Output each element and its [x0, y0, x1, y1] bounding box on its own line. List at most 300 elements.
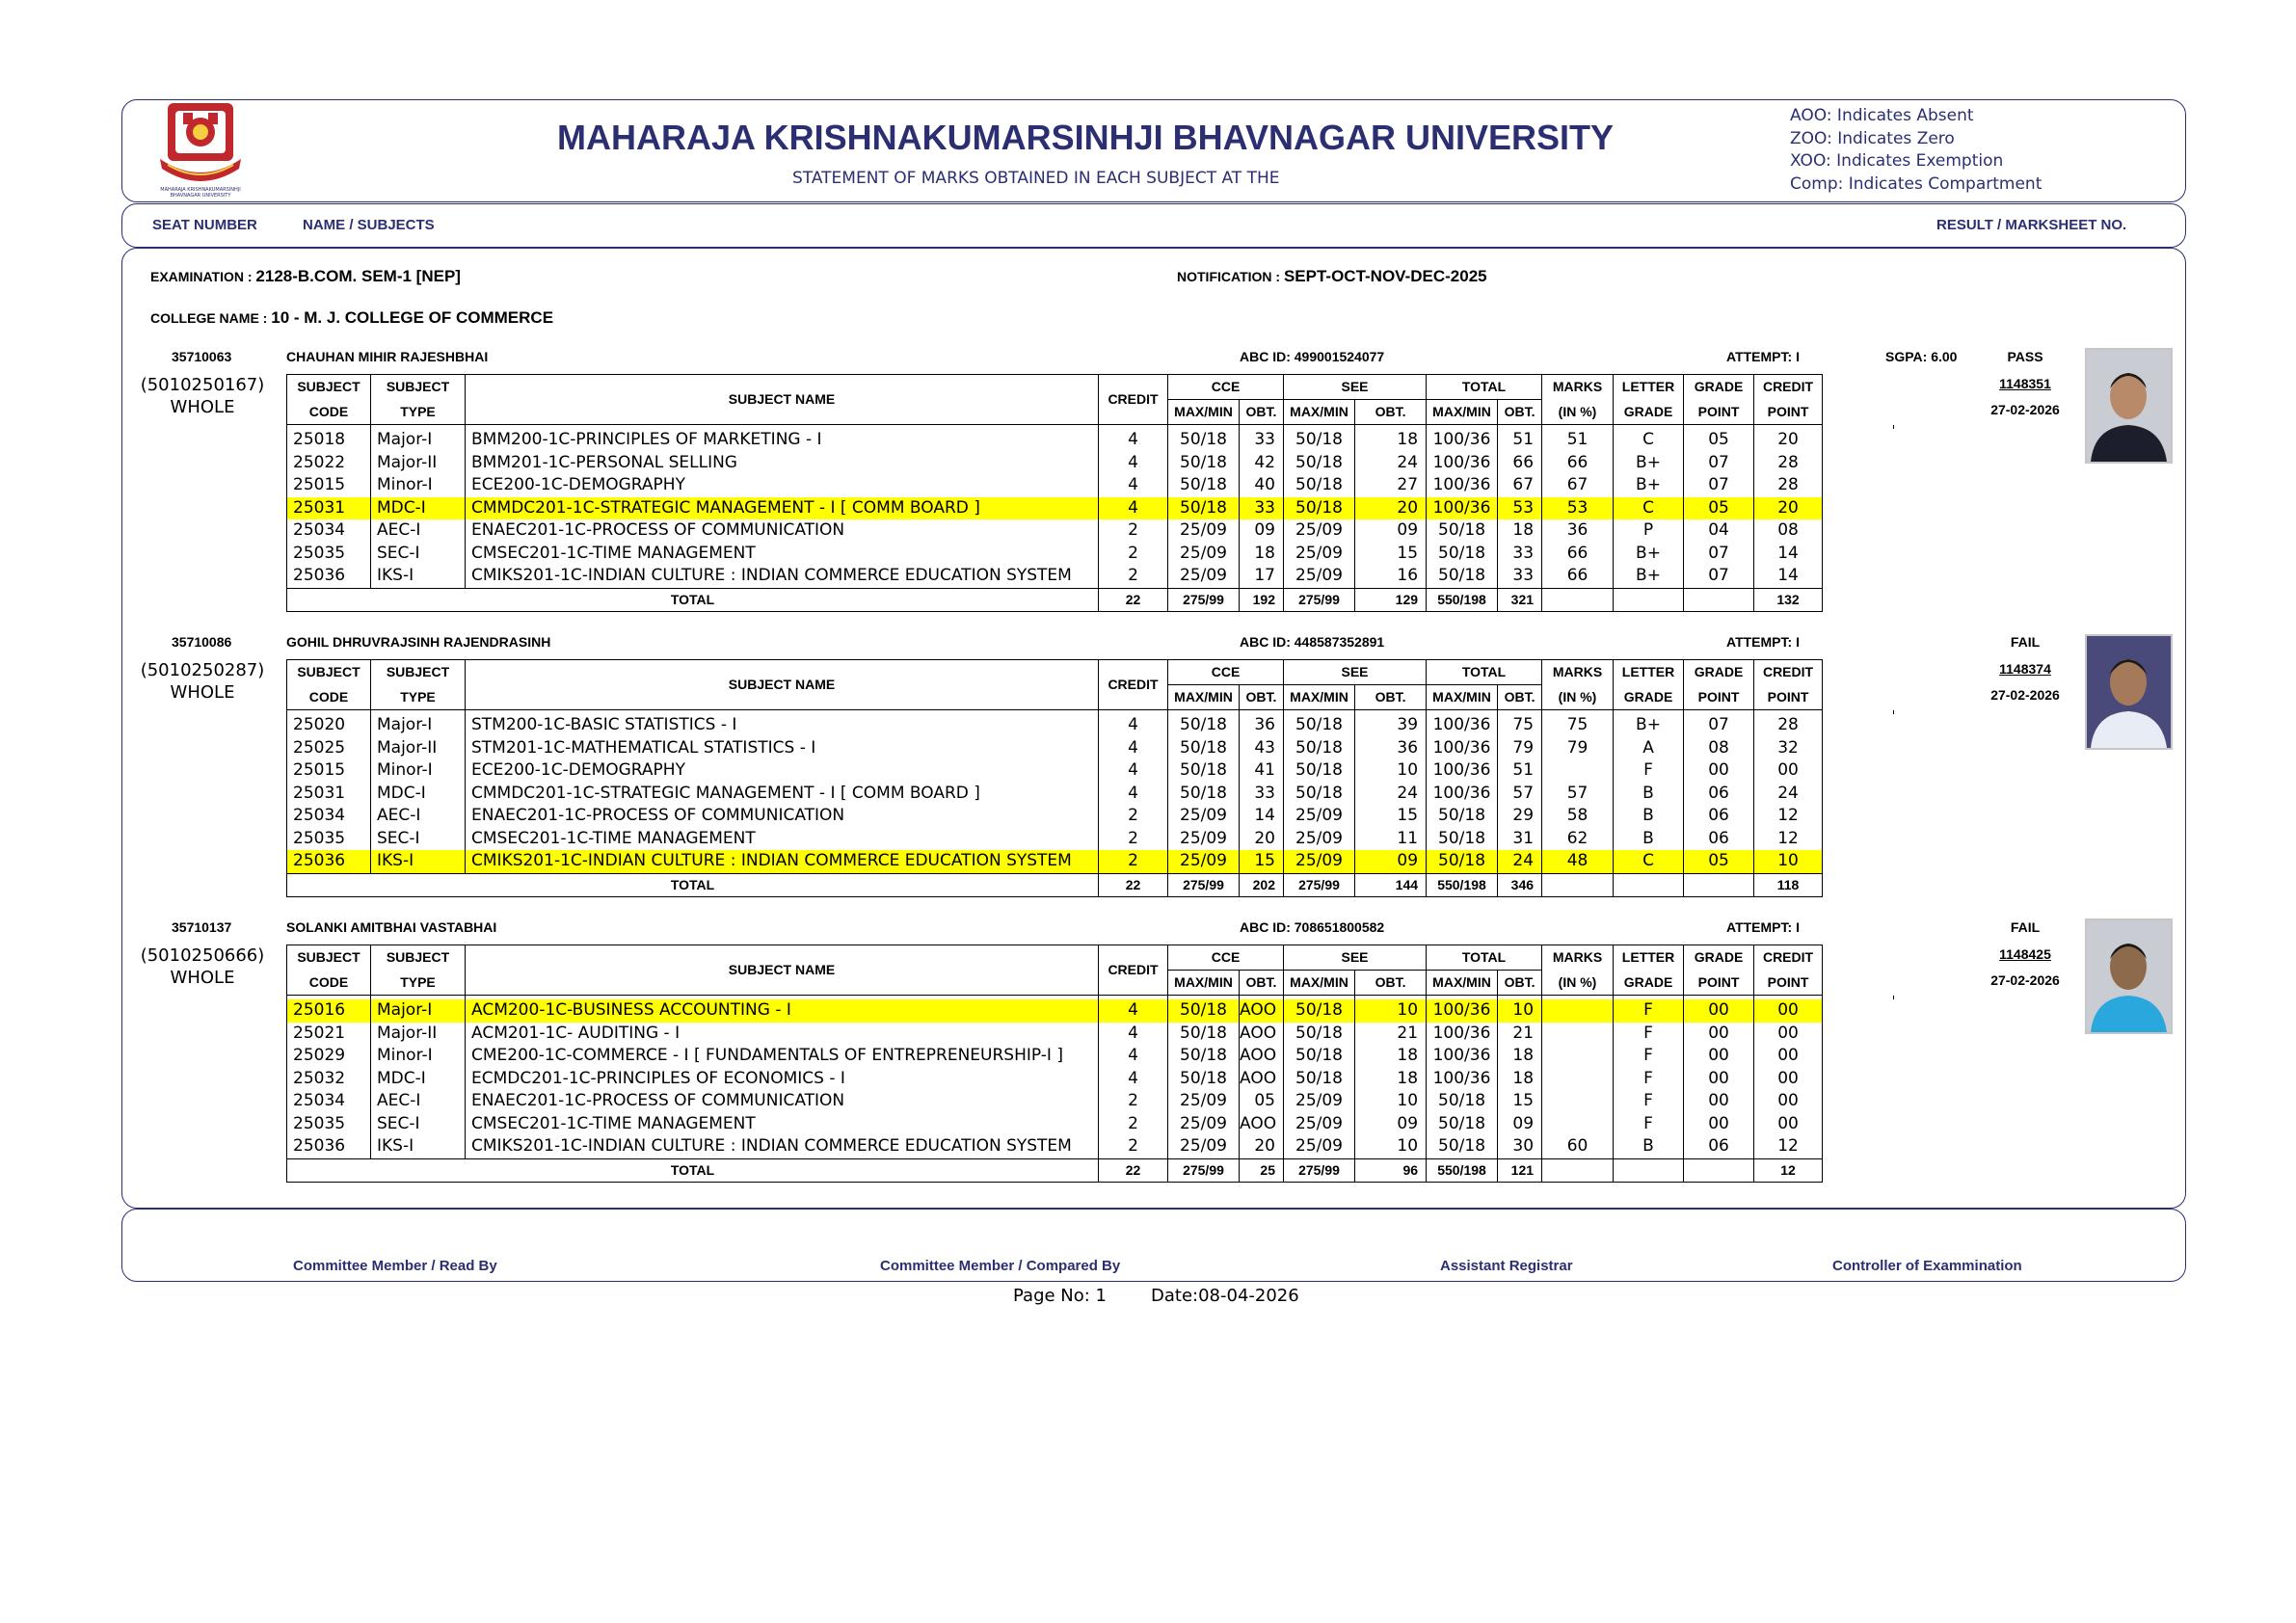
- total-maxmin: 50/18: [1427, 519, 1498, 543]
- grade-point: 08: [1684, 737, 1754, 760]
- marks-percent: [1542, 999, 1614, 1023]
- letter-grade: B: [1614, 828, 1684, 851]
- total-obtained: 79: [1498, 737, 1542, 760]
- grade-point: 07: [1684, 543, 1754, 566]
- cce-maxmin: 25/09: [1168, 1113, 1240, 1136]
- subject-name: ENAEC201-1C-PROCESS OF COMMUNICATION: [466, 1090, 1099, 1113]
- subject-name: ENAEC201-1C-PROCESS OF COMMUNICATION: [466, 805, 1099, 828]
- total-letter-empty: [1614, 873, 1684, 897]
- header-cce-maxmin: MAX/MIN: [1168, 971, 1240, 996]
- credit-point: 28: [1754, 714, 1823, 737]
- sgpa: SGPA: 6.00: [1885, 349, 1958, 364]
- cce-obtained: 20: [1240, 828, 1284, 851]
- subject-row: [287, 1045, 1894, 1068]
- cce-obtained: 42: [1240, 452, 1284, 475]
- attempt: ATTEMPT: I: [1726, 634, 1800, 650]
- total-maxmin: 50/18: [1427, 828, 1498, 851]
- total-maxmin: 50/18: [1427, 850, 1498, 873]
- marksheet-number[interactable]: 1148425: [1999, 946, 2051, 962]
- total-credit: 22: [1099, 1158, 1168, 1183]
- see-obtained: 21: [1355, 1023, 1427, 1046]
- subject-credit: 4: [1099, 474, 1168, 497]
- cce-obtained: 33: [1240, 783, 1284, 806]
- subject-credit: 4: [1099, 737, 1168, 760]
- subject-code: 25032: [287, 1068, 371, 1091]
- marks-table: [286, 374, 1894, 612]
- cce-maxmin: 25/09: [1168, 543, 1240, 566]
- header-subject-type: SUBJECT: [371, 945, 466, 971]
- subject-code: 25035: [287, 1113, 371, 1136]
- logo-caption-2: BHAVNAGAR UNIVERSITY: [170, 193, 231, 199]
- subject-type: Minor-I: [371, 759, 466, 783]
- total-letter-empty: [1614, 1158, 1684, 1183]
- grade-point: 06: [1684, 828, 1754, 851]
- header-total-maxmin: MAX/MIN: [1427, 400, 1498, 425]
- header-grade: GRADE: [1684, 375, 1754, 400]
- header-credit-point-2: POINT: [1754, 685, 1823, 710]
- page-number: Page No: 1: [1013, 1286, 1108, 1306]
- see-obtained: 10: [1355, 759, 1427, 783]
- total-maxmin: 100/36: [1427, 474, 1498, 497]
- cce-maxmin: 25/09: [1168, 1135, 1240, 1158]
- subject-row: [287, 828, 1894, 851]
- total-maxmin: 100/36: [1427, 1023, 1498, 1046]
- marks-percent: [1542, 759, 1614, 783]
- credit-point: 00: [1754, 1023, 1823, 1046]
- abc-id: ABC ID: 708651800582: [1240, 919, 1385, 935]
- grade-point: 00: [1684, 1023, 1754, 1046]
- subject-name: BMM201-1C-PERSONAL SELLING: [466, 452, 1099, 475]
- letter-grade: P: [1614, 519, 1684, 543]
- header-grade: GRADE: [1684, 945, 1754, 971]
- subject-code: 25029: [287, 1045, 371, 1068]
- seat-number: 35710063: [172, 349, 232, 364]
- logo-caption-1: MAHARAJA KRISHNAKUMARSINHJI: [160, 187, 241, 193]
- total-maxmin: 50/18: [1427, 805, 1498, 828]
- cce-obtained: 41: [1240, 759, 1284, 783]
- subject-credit: 2: [1099, 1090, 1168, 1113]
- see-obtained: 11: [1355, 828, 1427, 851]
- result-marksheet-label: RESULT / MARKSHEET NO.: [1936, 217, 2127, 233]
- see-obtained: 09: [1355, 519, 1427, 543]
- grade-point: 04: [1684, 519, 1754, 543]
- header-credit-point-2: POINT: [1754, 400, 1823, 425]
- subject-row: [287, 565, 1894, 588]
- total-obtained: 33: [1498, 543, 1542, 566]
- cce-obtained: AOO: [1240, 999, 1284, 1023]
- letter-grade: F: [1614, 1090, 1684, 1113]
- total-credit-point: 12: [1754, 1158, 1823, 1183]
- grade-point: 06: [1684, 783, 1754, 806]
- grade-point: 05: [1684, 497, 1754, 520]
- see-maxmin: 50/18: [1284, 474, 1355, 497]
- subject-type: Major-I: [371, 429, 466, 452]
- credit-point: 00: [1754, 1045, 1823, 1068]
- credit-point: 24: [1754, 783, 1823, 806]
- cce-maxmin: 50/18: [1168, 1045, 1240, 1068]
- subject-name: CMIKS201-1C-INDIAN CULTURE : INDIAN COMMERCE EDUCATION SYSTEM: [466, 1135, 1099, 1158]
- total-obtained: 18: [1498, 1045, 1542, 1068]
- total-row: [287, 873, 1894, 897]
- total-marks-empty: [1542, 588, 1614, 612]
- subject-credit: 4: [1099, 1045, 1168, 1068]
- credit-point: 00: [1754, 1113, 1823, 1136]
- cce-obtained: 14: [1240, 805, 1284, 828]
- grade-point: 06: [1684, 805, 1754, 828]
- credit-point: 28: [1754, 452, 1823, 475]
- header-letter: LETTER: [1614, 660, 1684, 685]
- letter-grade: B+: [1614, 452, 1684, 475]
- examination-label: EXAMINATION :: [150, 269, 253, 284]
- header-total: TOTAL: [1427, 375, 1542, 400]
- college-value: 10 - M. J. COLLEGE OF COMMERCE: [271, 308, 554, 327]
- header-subject-type: SUBJECT: [371, 660, 466, 685]
- cce-maxmin: 50/18: [1168, 429, 1240, 452]
- subject-code: 25036: [287, 850, 371, 873]
- total-obtained: 30: [1498, 1135, 1542, 1158]
- seat-number-label: SEAT NUMBER: [152, 217, 257, 233]
- total-cce-maxmin: 275/99: [1168, 1158, 1240, 1183]
- total-obtained: 57: [1498, 783, 1542, 806]
- header-marks: MARKS: [1542, 375, 1614, 400]
- see-obtained: 18: [1355, 429, 1427, 452]
- cce-obtained: 09: [1240, 519, 1284, 543]
- subject-code: 25021: [287, 1023, 371, 1046]
- see-maxmin: 25/09: [1284, 805, 1355, 828]
- print-date: Date:08-04-2026: [1151, 1286, 1299, 1306]
- see-obtained: 16: [1355, 565, 1427, 588]
- student-group: WHOLE: [170, 682, 235, 703]
- subject-row: [287, 1023, 1894, 1046]
- total-obtained: 51: [1498, 759, 1542, 783]
- subject-credit: 4: [1099, 1023, 1168, 1046]
- subject-type: Minor-I: [371, 474, 466, 497]
- subject-credit: 2: [1099, 1113, 1168, 1136]
- enrollment-number: (5010250666): [140, 945, 265, 966]
- subject-row: [287, 519, 1894, 543]
- see-maxmin: 25/09: [1284, 1135, 1355, 1158]
- marksheet-number[interactable]: 1148351: [1999, 376, 2051, 391]
- marks-percent: [1542, 1045, 1614, 1068]
- total-maxmin: 100/36: [1427, 714, 1498, 737]
- see-maxmin: 25/09: [1284, 519, 1355, 543]
- header-letter: LETTER: [1614, 945, 1684, 971]
- marksheet-number[interactable]: 1148374: [1999, 661, 2051, 677]
- see-maxmin: 25/09: [1284, 850, 1355, 873]
- total-obtained: 75: [1498, 714, 1542, 737]
- marks-percent: [1542, 1113, 1614, 1136]
- header-total: TOTAL: [1427, 660, 1542, 685]
- seat-number: 35710086: [172, 634, 232, 650]
- subject-type: Major-II: [371, 1023, 466, 1046]
- subject-code: 25034: [287, 805, 371, 828]
- subject-code: 25018: [287, 429, 371, 452]
- credit-point: 32: [1754, 737, 1823, 760]
- letter-grade: F: [1614, 759, 1684, 783]
- grade-point: 05: [1684, 850, 1754, 873]
- subject-name: ACM201-1C- AUDITING - I: [466, 1023, 1099, 1046]
- subject-type: IKS-I: [371, 850, 466, 873]
- enrollment-number: (5010250167): [140, 375, 265, 395]
- letter-grade: C: [1614, 497, 1684, 520]
- see-obtained: 39: [1355, 714, 1427, 737]
- subject-name: STM201-1C-MATHEMATICAL STATISTICS - I: [466, 737, 1099, 760]
- grade-point: 07: [1684, 714, 1754, 737]
- student-group: WHOLE: [170, 397, 235, 417]
- table-header-row: [287, 660, 1894, 685]
- header-total-maxmin: MAX/MIN: [1427, 685, 1498, 710]
- total-maxmin: 100/36: [1427, 759, 1498, 783]
- subject-type: MDC-I: [371, 497, 466, 520]
- credit-point: 20: [1754, 429, 1823, 452]
- subject-credit: 2: [1099, 805, 1168, 828]
- subject-row: [287, 999, 1894, 1023]
- cce-maxmin: 50/18: [1168, 474, 1240, 497]
- credit-point: 10: [1754, 850, 1823, 873]
- header-marks-pct: (IN %): [1542, 400, 1614, 425]
- header-see: SEE: [1284, 945, 1427, 971]
- subject-row: [287, 714, 1894, 737]
- see-maxmin: 25/09: [1284, 1090, 1355, 1113]
- letter-grade: F: [1614, 1113, 1684, 1136]
- header-subject-code: SUBJECT: [287, 375, 371, 400]
- subject-credit: 2: [1099, 565, 1168, 588]
- legend: [1790, 105, 2042, 196]
- subject-type: MDC-I: [371, 783, 466, 806]
- university-logo: [154, 101, 247, 200]
- total-marks-empty: [1542, 1158, 1614, 1183]
- marks-percent: [1542, 1068, 1614, 1091]
- subject-code: 25036: [287, 565, 371, 588]
- total-see-maxmin: 275/99: [1284, 588, 1355, 612]
- abc-id: ABC ID: 448587352891: [1240, 634, 1385, 650]
- subject-credit: 2: [1099, 543, 1168, 566]
- subject-code: 25035: [287, 828, 371, 851]
- marks-percent: 51: [1542, 429, 1614, 452]
- cce-maxmin: 50/18: [1168, 759, 1240, 783]
- cce-maxmin: 50/18: [1168, 714, 1240, 737]
- grade-point: 07: [1684, 474, 1754, 497]
- credit-point: 12: [1754, 805, 1823, 828]
- subject-name: BMM200-1C-PRINCIPLES OF MARKETING - I: [466, 429, 1099, 452]
- subject-code: 25022: [287, 452, 371, 475]
- subject-type: Major-II: [371, 737, 466, 760]
- attempt: ATTEMPT: I: [1726, 919, 1800, 935]
- total-total-obtained: 346: [1498, 873, 1542, 897]
- credit-point: 08: [1754, 519, 1823, 543]
- marks-percent: 75: [1542, 714, 1614, 737]
- cce-obtained: AOO: [1240, 1023, 1284, 1046]
- total-maxmin: 100/36: [1427, 452, 1498, 475]
- subject-type: AEC-I: [371, 519, 466, 543]
- total-maxmin: 50/18: [1427, 1135, 1498, 1158]
- total-see-maxmin: 275/99: [1284, 1158, 1355, 1183]
- marks-percent: 62: [1542, 828, 1614, 851]
- subject-row: [287, 759, 1894, 783]
- see-maxmin: 25/09: [1284, 1113, 1355, 1136]
- total-credit-point: 118: [1754, 873, 1823, 897]
- subject-name: ECE200-1C-DEMOGRAPHY: [466, 474, 1099, 497]
- see-obtained: 18: [1355, 1068, 1427, 1091]
- cce-maxmin: 50/18: [1168, 452, 1240, 475]
- total-see-maxmin: 275/99: [1284, 873, 1355, 897]
- subject-type: SEC-I: [371, 543, 466, 566]
- header-subject-type: SUBJECT: [371, 375, 466, 400]
- subject-name: CMIKS201-1C-INDIAN CULTURE : INDIAN COMMERCE EDUCATION SYSTEM: [466, 565, 1099, 588]
- header-marks-pct: (IN %): [1542, 971, 1614, 996]
- subject-credit: 4: [1099, 497, 1168, 520]
- result-status: FAIL: [2010, 919, 2041, 935]
- letter-grade: C: [1614, 850, 1684, 873]
- table-header-row: [287, 375, 1894, 400]
- see-obtained: 15: [1355, 543, 1427, 566]
- header-see-maxmin: MAX/MIN: [1284, 400, 1355, 425]
- abc-id: ABC ID: 499001524077: [1240, 349, 1385, 364]
- cce-obtained: 36: [1240, 714, 1284, 737]
- subject-code: 25025: [287, 737, 371, 760]
- credit-point: 12: [1754, 828, 1823, 851]
- header-type: TYPE: [371, 971, 466, 996]
- header-grade-point: POINT: [1684, 685, 1754, 710]
- header-credit: CREDIT: [1099, 945, 1168, 996]
- subject-type: IKS-I: [371, 1135, 466, 1158]
- cce-maxmin: 50/18: [1168, 497, 1240, 520]
- subject-row: [287, 1135, 1894, 1158]
- credit-point: 20: [1754, 497, 1823, 520]
- cce-maxmin: 25/09: [1168, 565, 1240, 588]
- student-group: WHOLE: [170, 968, 235, 988]
- total-total-obtained: 121: [1498, 1158, 1542, 1183]
- marks-percent: 79: [1542, 737, 1614, 760]
- subject-row: [287, 737, 1894, 760]
- marks-percent: 48: [1542, 850, 1614, 873]
- subject-row: [287, 452, 1894, 475]
- marks-table: [286, 945, 1894, 1183]
- total-maxmin: 100/36: [1427, 1045, 1498, 1068]
- total-row: [287, 588, 1894, 612]
- header-see: SEE: [1284, 660, 1427, 685]
- see-obtained: 27: [1355, 474, 1427, 497]
- subject-credit: 4: [1099, 999, 1168, 1023]
- total-obtained: 18: [1498, 1068, 1542, 1091]
- letter-grade: C: [1614, 429, 1684, 452]
- subject-row: [287, 783, 1894, 806]
- result-date: 27-02-2026: [1990, 402, 2060, 417]
- header-letter-grade: GRADE: [1614, 400, 1684, 425]
- subject-name: ENAEC201-1C-PROCESS OF COMMUNICATION: [466, 519, 1099, 543]
- subject-code: 25036: [287, 1135, 371, 1158]
- header-letter-grade: GRADE: [1614, 971, 1684, 996]
- marks-percent: 36: [1542, 519, 1614, 543]
- subject-code: 25034: [287, 519, 371, 543]
- cce-maxmin: 25/09: [1168, 805, 1240, 828]
- see-obtained: 10: [1355, 1135, 1427, 1158]
- total-total-maxmin: 550/198: [1427, 1158, 1498, 1183]
- subject-name: CMSEC201-1C-TIME MANAGEMENT: [466, 1113, 1099, 1136]
- header-subject-name: SUBJECT NAME: [466, 945, 1099, 996]
- header-cce: CCE: [1168, 945, 1284, 971]
- legend-zero: ZOO: Indicates Zero: [1790, 128, 1955, 148]
- cce-obtained: AOO: [1240, 1068, 1284, 1091]
- notification-line: [1177, 267, 1487, 286]
- header-cce-maxmin: MAX/MIN: [1168, 400, 1240, 425]
- university-name: MAHARAJA KRISHNAKUMARSINHJI BHAVNAGAR UNIVERSITY: [557, 118, 1615, 157]
- letter-grade: F: [1614, 1068, 1684, 1091]
- letter-grade: F: [1614, 1045, 1684, 1068]
- subject-row: [287, 1090, 1894, 1113]
- result-date: 27-02-2026: [1990, 687, 2060, 703]
- subject-code: 25035: [287, 543, 371, 566]
- grade-point: 06: [1684, 1135, 1754, 1158]
- cce-obtained: 20: [1240, 1135, 1284, 1158]
- header-subject-name: SUBJECT NAME: [466, 375, 1099, 425]
- header-see-maxmin: MAX/MIN: [1284, 971, 1355, 996]
- student-photo: [2085, 634, 2173, 750]
- compared-by-signature: Committee Member / Compared By: [880, 1258, 1121, 1274]
- subject-code: 25031: [287, 497, 371, 520]
- letter-grade: A: [1614, 737, 1684, 760]
- total-obtained: 10: [1498, 999, 1542, 1023]
- subject-credit: 2: [1099, 828, 1168, 851]
- college-line: [150, 308, 553, 328]
- total-total-maxmin: 550/198: [1427, 588, 1498, 612]
- cce-maxmin: 25/09: [1168, 828, 1240, 851]
- total-obtained: 15: [1498, 1090, 1542, 1113]
- see-obtained: 24: [1355, 452, 1427, 475]
- see-obtained: 10: [1355, 1090, 1427, 1113]
- examination-value: 2128-B.COM. SEM-1 [NEP]: [255, 267, 461, 285]
- subject-name: CMMDC201-1C-STRATEGIC MANAGEMENT - I [ COMM BOARD ]: [466, 783, 1099, 806]
- total-label: TOTAL: [287, 588, 1099, 612]
- subject-type: SEC-I: [371, 1113, 466, 1136]
- see-maxmin: 50/18: [1284, 759, 1355, 783]
- total-credit: 22: [1099, 873, 1168, 897]
- total-obtained: 09: [1498, 1113, 1542, 1136]
- header-credit-point: CREDIT: [1754, 660, 1823, 685]
- legend-compartment: Comp: Indicates Compartment: [1790, 173, 2042, 194]
- college-label: COLLEGE NAME :: [150, 310, 268, 326]
- cce-maxmin: 50/18: [1168, 999, 1240, 1023]
- header-see-obt: OBT.: [1355, 400, 1427, 425]
- total-see-obtained: 96: [1355, 1158, 1427, 1183]
- read-by-signature: Committee Member / Read By: [293, 1258, 497, 1274]
- header-marks-pct: (IN %): [1542, 685, 1614, 710]
- grade-point: 00: [1684, 999, 1754, 1023]
- subject-type: IKS-I: [371, 565, 466, 588]
- table-header-row: [287, 945, 1894, 971]
- header-marks: MARKS: [1542, 945, 1614, 971]
- subject-row: [287, 543, 1894, 566]
- header-see-obt: OBT.: [1355, 685, 1427, 710]
- see-maxmin: 25/09: [1284, 565, 1355, 588]
- total-maxmin: 50/18: [1427, 543, 1498, 566]
- subject-credit: 4: [1099, 783, 1168, 806]
- total-maxmin: 50/18: [1427, 1090, 1498, 1113]
- header-see-maxmin: MAX/MIN: [1284, 685, 1355, 710]
- total-maxmin: 50/18: [1427, 1113, 1498, 1136]
- see-maxmin: 50/18: [1284, 497, 1355, 520]
- student-photo: [2085, 918, 2173, 1034]
- total-cce-maxmin: 275/99: [1168, 588, 1240, 612]
- statement-title: STATEMENT OF MARKS OBTAINED IN EACH SUBJECT AT THE: [792, 169, 1280, 188]
- subject-name: CME200-1C-COMMERCE - I [ FUNDAMENTALS OF ENTREPRENEURSHIP-I ]: [466, 1045, 1099, 1068]
- total-obtained: 53: [1498, 497, 1542, 520]
- subject-credit: 2: [1099, 1135, 1168, 1158]
- total-maxmin: 100/36: [1427, 999, 1498, 1023]
- credit-point: 00: [1754, 999, 1823, 1023]
- subject-type: Major-I: [371, 714, 466, 737]
- letter-grade: B+: [1614, 543, 1684, 566]
